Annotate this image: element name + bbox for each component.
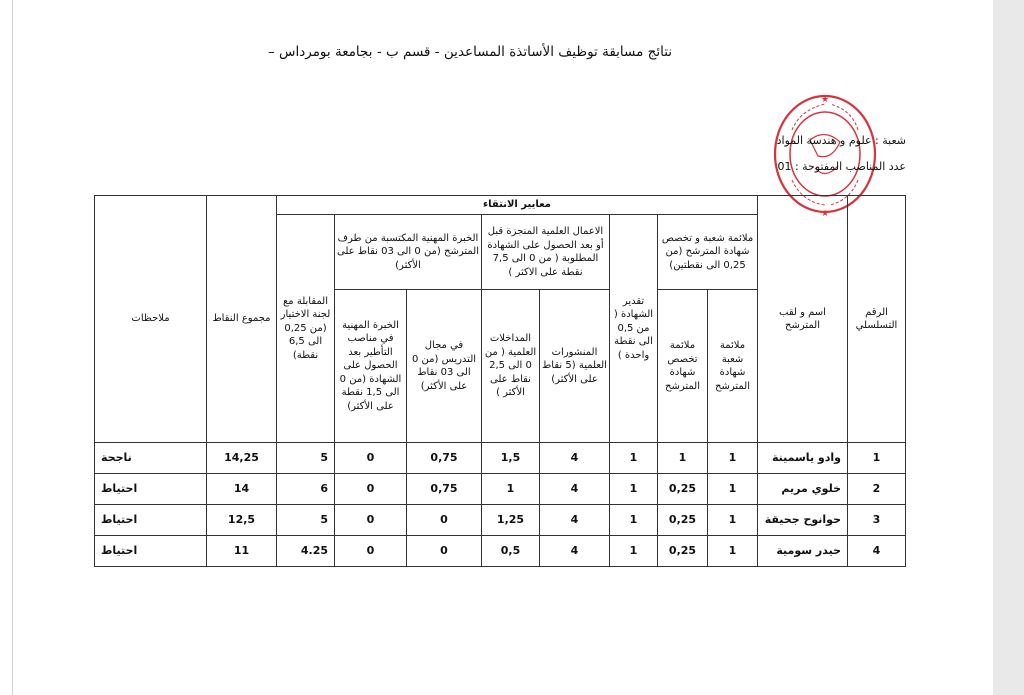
svg-text:★: ★	[820, 209, 830, 218]
cell-relevance-branch: 1	[708, 505, 758, 536]
cell-relevance-branch: 1	[708, 536, 758, 567]
cell-name: حوانوح جحيقة	[758, 505, 848, 536]
col-supervision-header: الخبرة المهنية في مناصب التأطير بعد الحصول على الشهادة (من 0 الى 1,5 نقطة على الأكثر)	[335, 290, 407, 443]
cell-total: 12,5	[207, 505, 277, 536]
col-grade-header: تقدير الشهادة ( من 0,5 الى نقطة واحدة )	[610, 215, 658, 443]
col-remarks-header: ملاحظات	[95, 196, 207, 443]
col-relevance-spec-header: ملائمة تخصص شهادة المترشح	[658, 290, 708, 443]
table-row	[95, 536, 906, 567]
col-communications-header: المداخلات العلمية ( من 0 الى 2,5 نقاط على الأكثر )	[482, 290, 540, 443]
cell-relevance-spec: 0,25	[658, 536, 708, 567]
table-row	[95, 505, 906, 536]
table-row	[95, 474, 906, 505]
svg-text:★: ★	[820, 95, 830, 105]
cell-total: 14,25	[207, 443, 277, 474]
cell-relevance-spec: 0,25	[658, 474, 708, 505]
results-table	[94, 195, 906, 567]
col-total-header: مجموع النقاط	[207, 196, 277, 443]
cell-publications: 4	[540, 505, 610, 536]
cell-supervision: 0	[335, 474, 407, 505]
cell-interview: 4.25	[277, 536, 335, 567]
cell-interview: 6	[277, 474, 335, 505]
header-row-1	[95, 196, 906, 215]
cell-remark: احتياط	[95, 474, 207, 505]
cell-name: حيدر سومية	[758, 536, 848, 567]
cell-relevance-branch: 1	[708, 443, 758, 474]
cell-serial: 4	[848, 536, 906, 567]
cell-communications: 1,25	[482, 505, 540, 536]
cell-teaching: 0	[407, 536, 482, 567]
cell-total: 14	[207, 474, 277, 505]
cell-communications: 1	[482, 474, 540, 505]
cell-name: وادو ياسمينة	[758, 443, 848, 474]
cell-grade: 1	[610, 443, 658, 474]
cell-relevance-spec: 0,25	[658, 505, 708, 536]
cell-grade: 1	[610, 536, 658, 567]
cell-communications: 1,5	[482, 443, 540, 474]
cell-supervision: 0	[335, 505, 407, 536]
cell-publications: 4	[540, 536, 610, 567]
cell-publications: 4	[540, 443, 610, 474]
col-name-header: اسم و لقب المترشح	[758, 196, 848, 443]
page-edge-right	[993, 0, 1024, 695]
cell-teaching: 0,75	[407, 443, 482, 474]
cell-remark: احتياط	[95, 505, 207, 536]
cell-publications: 4	[540, 474, 610, 505]
page-edge-left	[12, 0, 13, 695]
cell-remark: احتياط	[95, 536, 207, 567]
cell-interview: 5	[277, 505, 335, 536]
cell-serial: 3	[848, 505, 906, 536]
col-publications-header: المنشورات العلمية (5 نقاط على الأكثر)	[540, 290, 610, 443]
cell-communications: 0,5	[482, 536, 540, 567]
col-experience-header: الخبرة المهنية المكتسبة من طرف المترشح (من 0 الى 03 نقاط على الأكثر)	[335, 215, 482, 290]
table-row	[95, 443, 906, 474]
cell-grade: 1	[610, 474, 658, 505]
cell-teaching: 0,75	[407, 474, 482, 505]
col-relevance-header: ملائمة شعبة و تخصص شهادة المترشح (من 0,25 الى نقطتين)	[658, 215, 758, 290]
branch-label: شعبة : علوم و هندسة المواد	[776, 134, 906, 147]
col-relevance-branch-header: ملائمة شعبة شهادة المترشح	[708, 290, 758, 443]
cell-serial: 1	[848, 443, 906, 474]
cell-grade: 1	[610, 505, 658, 536]
col-teaching-header: في مجال التدريس (من 0 الى 03 نقاط على الأكثر)	[407, 290, 482, 443]
cell-supervision: 0	[335, 443, 407, 474]
cell-remark: ناجحة	[95, 443, 207, 474]
cell-name: خلوي مريم	[758, 474, 848, 505]
cell-teaching: 0	[407, 505, 482, 536]
cell-relevance-spec: 1	[658, 443, 708, 474]
cell-interview: 5	[277, 443, 335, 474]
cell-relevance-branch: 1	[708, 474, 758, 505]
cell-total: 11	[207, 536, 277, 567]
col-serial-header: الرقم التسلسلي	[848, 196, 906, 443]
positions-label: عدد المناصب المفتوحة : 01	[777, 160, 906, 173]
col-works-header: الاعمال العلمية المنجزة قبل أو بعد الحصول على الشهادة المطلوبة ( من 0 الى 7,5 نقطة على الاكثر )	[482, 215, 610, 290]
document-title: نتائج مسابقة توظيف الأساتذة المساعدين - قسم ب - بجامعة بومرداس –	[267, 44, 673, 60]
cell-serial: 2	[848, 474, 906, 505]
col-interview-header: المقابلة مع لجنة الاختيار (من 0,25 الى 6,5 نقطة)	[277, 215, 335, 443]
col-criteria-header: معايير الانتقاء	[277, 196, 758, 215]
cell-supervision: 0	[335, 536, 407, 567]
